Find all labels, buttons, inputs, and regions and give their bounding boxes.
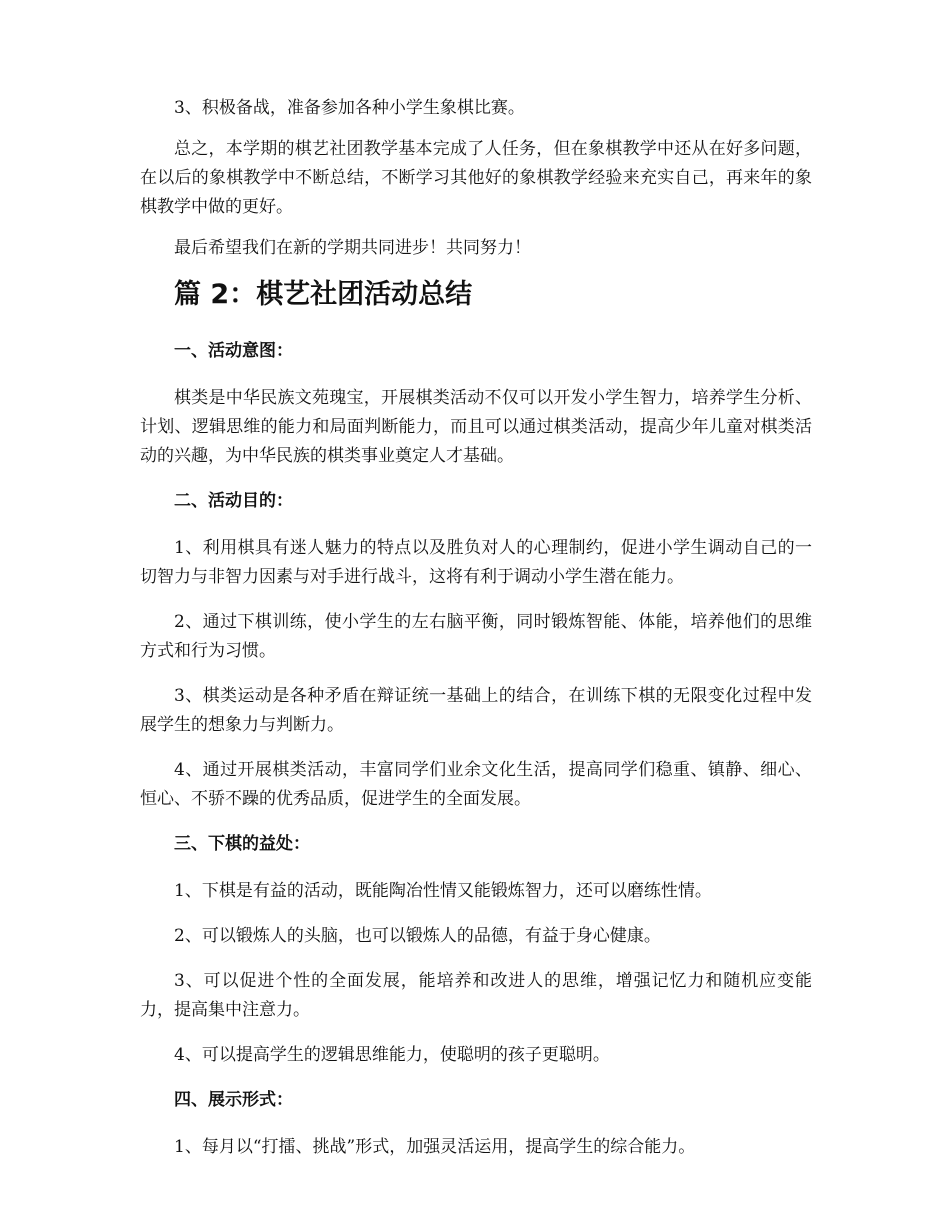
section-paragraph: 棋类是中华民族文苑瑰宝，开展棋类活动不仅可以开发小学生智力，培养学生分析、计划、逻辑思维的能力和局面判断能力，而且可以通过棋类活动，提高少年儿童对棋类活动的兴趣，为中华民族的棋类事业奠定人才基础。: [140, 388, 812, 466]
section-paragraph: 4、可以提高学生的逻辑思维能力，使聪明的孩子更聪明。: [174, 1045, 610, 1065]
intro-paragraph-1: 3、积极备战，准备参加各种小学生象棋比赛。: [174, 98, 525, 118]
intro-paragraph-2: 总之，本学期的棋艺社团教学基本完成了人任务，但在象棋教学中还从在好多问题，在以后的象棋教学中不断总结，不断学习其他好的象棋教学经验来充实自己，再来年的象棋教学中做的更好。: [140, 139, 812, 217]
section-heading-display-form: 四、展示形式：: [174, 1090, 293, 1110]
section-paragraph: 3、棋类运动是各种矛盾在辩证统一基础上的结合，在训练下棋的无限变化过程中发展学生的想象力与判断力。: [140, 686, 812, 735]
section-heading-intent: 一、活动意图：: [174, 341, 293, 361]
section-paragraph: 4、通过开展棋类活动，丰富同学们业余文化生活，提高同学们稳重、镇静、细心、恒心、不骄不躁的优秀品质，促进学生的全面发展。: [140, 760, 812, 809]
section-paragraph: 1、每月以“打擂、挑战”形式，加强灵活运用，提高学生的综合能力。: [174, 1137, 696, 1157]
section-paragraph: 3、可以促进个性的全面发展，能培养和改进人的思维，增强记忆力和随机应变能力，提高集中注意力。: [140, 971, 812, 1020]
section-paragraph: 1、利用棋具有迷人魅力的特点以及胜负对人的心理制约，促进小学生调动自己的一切智力与非智力因素与对手进行战斗，这将有利于调动小学生潜在能力。: [140, 538, 812, 587]
section-paragraph: 2、通过下棋训练，使小学生的左右脑平衡，同时锻炼智能、体能，培养他们的思维方式和行为习惯。: [140, 612, 812, 661]
section-heading-benefits: 三、下棋的益处：: [174, 834, 310, 854]
intro-paragraph-3: 最后希望我们在新的学期共同进步！共同努力！: [174, 238, 531, 258]
article-title: 篇 2：棋艺社团活动总结: [174, 279, 473, 310]
section-heading-purpose: 二、活动目的：: [174, 491, 293, 511]
section-paragraph: 2、可以锻炼人的头脑，也可以锻炼人的品德，有益于身心健康。: [174, 926, 661, 946]
section-paragraph: 1、下棋是有益的活动，既能陶冶性情又能锻炼智力，还可以磨练性情。: [174, 881, 712, 901]
document-body: [140, 94, 812, 1178]
